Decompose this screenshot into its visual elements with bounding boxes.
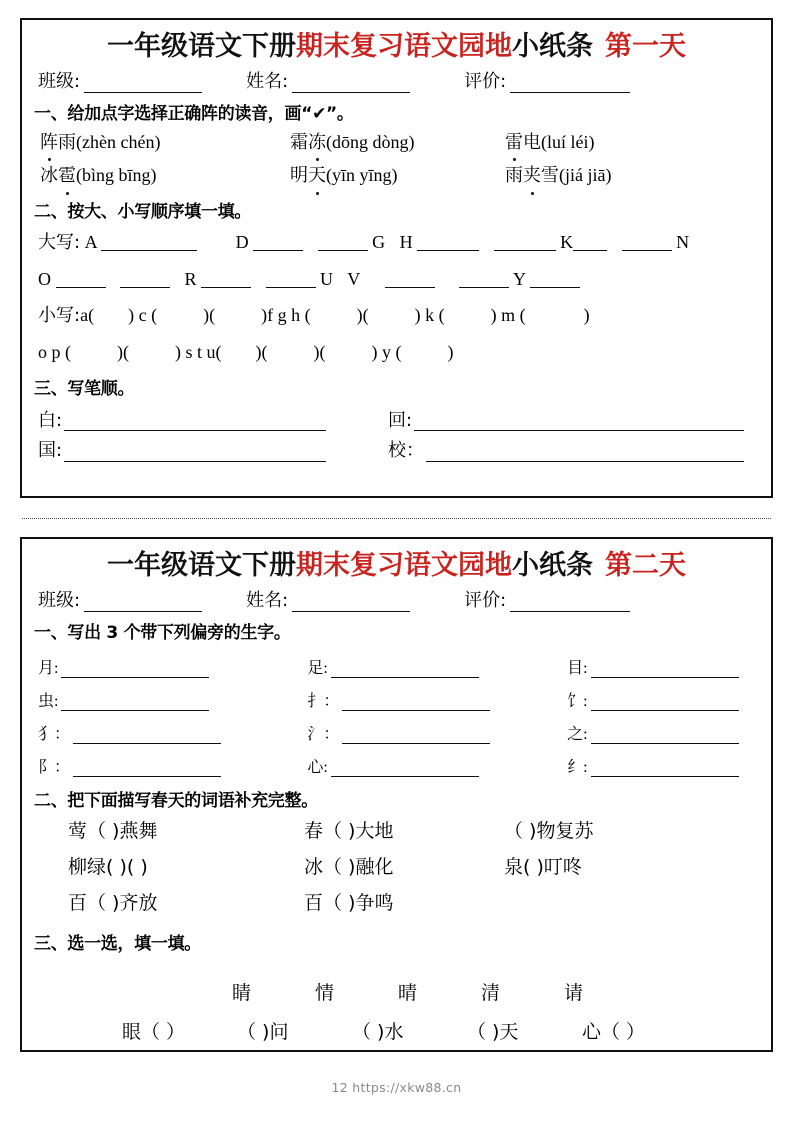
worksheet-title-day-two bbox=[32, 545, 761, 586]
stroke-order-row bbox=[38, 410, 761, 432]
class-input-line[interactable] bbox=[84, 77, 202, 93]
pinyin-item[interactable] bbox=[40, 159, 290, 192]
radical-item[interactable] bbox=[567, 754, 761, 777]
idiom-row bbox=[32, 849, 761, 885]
title-day-label: 第二天 bbox=[605, 550, 686, 581]
letter-s: s bbox=[185, 341, 193, 362]
radical-answer-line[interactable] bbox=[73, 728, 221, 744]
letter-k: k bbox=[425, 304, 435, 325]
blank-line[interactable] bbox=[201, 273, 251, 288]
radical-label: 目: bbox=[567, 659, 588, 677]
radical-label: 之: bbox=[567, 725, 588, 743]
fill-in-row bbox=[32, 1007, 761, 1044]
name-input-line[interactable] bbox=[292, 77, 410, 93]
pinyin-dot-char: 天 bbox=[308, 159, 326, 192]
pinyin-item[interactable] bbox=[505, 159, 735, 192]
name-input-line[interactable] bbox=[292, 596, 410, 612]
fill-item[interactable]: 心（ ） bbox=[582, 1021, 646, 1044]
stroke-order-row bbox=[38, 440, 761, 462]
radical-item[interactable] bbox=[38, 655, 307, 678]
blank-line[interactable] bbox=[56, 273, 106, 288]
letter-N: N bbox=[676, 231, 690, 252]
letter-m: m bbox=[501, 304, 516, 325]
radical-item[interactable] bbox=[38, 688, 307, 711]
radical-answer-line[interactable] bbox=[61, 695, 209, 711]
pinyin-item[interactable] bbox=[290, 126, 505, 159]
letter-o: o bbox=[38, 341, 47, 362]
name-label: 姓名: bbox=[246, 589, 289, 611]
stroke-answer-line[interactable] bbox=[426, 446, 744, 462]
bank-char[interactable]: 清 bbox=[481, 982, 501, 1005]
idiom-item[interactable]: 柳绿( )( ) bbox=[68, 856, 148, 879]
radical-label: 犭： bbox=[38, 725, 71, 743]
letter-A: A bbox=[84, 231, 97, 252]
blank-line[interactable] bbox=[530, 273, 580, 288]
letter-O: O bbox=[38, 268, 51, 289]
title-part-note: 小纸条 bbox=[512, 550, 593, 581]
class-label: 班级: bbox=[38, 589, 81, 611]
class-field[interactable] bbox=[38, 70, 202, 93]
stroke-char-label: 白: bbox=[38, 409, 63, 431]
title-day-label: 第一天 bbox=[605, 31, 686, 62]
idiom-row bbox=[32, 813, 761, 849]
lowercase-line-2[interactable]: o p ( )( ) s t u( )( )( ) y ( ) bbox=[38, 341, 454, 362]
radical-answer-line[interactable] bbox=[331, 761, 479, 777]
idiom-item[interactable]: 百（ )争鸣 bbox=[304, 892, 394, 915]
uppercase-label: 大写: bbox=[38, 231, 81, 253]
idiom-item[interactable]: 泉( )叮咚 bbox=[504, 856, 582, 879]
pinyin-choices[interactable]: (dōng dòng) bbox=[326, 131, 415, 152]
blank-line[interactable] bbox=[120, 273, 170, 288]
blank-line[interactable] bbox=[622, 236, 672, 251]
lowercase-label: 小写: bbox=[38, 304, 81, 326]
pinyin-choices[interactable]: (zhèn chén) bbox=[76, 131, 161, 152]
uppercase-line-1[interactable] bbox=[32, 224, 761, 261]
uppercase-line-2[interactable] bbox=[32, 261, 761, 297]
radical-label: 扌： bbox=[307, 692, 340, 710]
letter-D: D bbox=[235, 231, 249, 252]
evaluation-input-line[interactable] bbox=[510, 77, 630, 93]
pinyin-item[interactable] bbox=[290, 159, 505, 192]
name-label: 姓名: bbox=[246, 70, 289, 92]
idiom-item[interactable]: （ )物复苏 bbox=[504, 819, 594, 842]
title-part-review: 期末复习语文园地 bbox=[296, 31, 512, 62]
radical-label: 氵： bbox=[307, 725, 340, 743]
pinyin-choices[interactable]: (luí léi) bbox=[541, 131, 595, 152]
letter-V: V bbox=[347, 268, 361, 289]
radical-item[interactable] bbox=[307, 754, 567, 777]
radical-row bbox=[32, 721, 761, 744]
pinyin-choices[interactable]: (bìng bīng) bbox=[76, 165, 157, 186]
blank-line[interactable] bbox=[318, 236, 368, 251]
worksheet-card-day-one bbox=[20, 18, 773, 498]
stroke-order-item[interactable] bbox=[388, 410, 744, 432]
worksheet-title-day-one bbox=[32, 26, 761, 67]
letter-t: t bbox=[197, 341, 203, 362]
pinyin-word-pre: 霜 bbox=[290, 131, 308, 153]
fill-item[interactable]: （ )水 bbox=[352, 1021, 404, 1044]
idiom-item[interactable] bbox=[504, 885, 734, 921]
radical-item[interactable] bbox=[307, 721, 567, 744]
radical-label: 虫: bbox=[38, 692, 59, 710]
radical-label: 月: bbox=[38, 659, 59, 677]
pinyin-word-post: 雪 bbox=[541, 165, 559, 187]
pinyin-item[interactable] bbox=[505, 126, 735, 159]
pinyin-dot-char: 雹 bbox=[58, 159, 76, 192]
radical-row bbox=[32, 655, 761, 678]
letter-Y: Y bbox=[513, 268, 526, 289]
radical-item[interactable] bbox=[307, 655, 567, 678]
name-field[interactable] bbox=[246, 70, 410, 93]
blank-line[interactable] bbox=[385, 273, 435, 288]
pinyin-word-post: 电 bbox=[523, 131, 541, 153]
letter-p: p bbox=[51, 341, 61, 362]
character-bank bbox=[32, 956, 761, 1007]
radical-label: 饣: bbox=[567, 692, 588, 710]
evaluation-label: 评价: bbox=[464, 589, 507, 611]
pinyin-word-post: 雨 bbox=[58, 131, 76, 153]
class-input-line[interactable] bbox=[84, 596, 202, 612]
student-info-row-day-one bbox=[32, 67, 761, 95]
radical-label: 足: bbox=[307, 659, 328, 677]
radical-answer-line[interactable] bbox=[591, 761, 739, 777]
radical-label: 阝： bbox=[38, 758, 71, 776]
radical-label: 纟: bbox=[567, 758, 588, 776]
class-field[interactable] bbox=[38, 589, 202, 612]
stroke-answer-line[interactable] bbox=[64, 415, 326, 431]
radical-row bbox=[32, 688, 761, 711]
letter-y: y bbox=[382, 341, 392, 362]
pinyin-dot-char: 夹 bbox=[523, 159, 541, 192]
letter-G: G bbox=[372, 231, 386, 252]
section-heading-3-day-two: 三、选一选，填一填。 bbox=[34, 934, 201, 955]
letter-f: f bbox=[267, 304, 274, 325]
page-watermark: 12 https://xkw88.cn bbox=[331, 1080, 462, 1095]
class-label: 班级: bbox=[38, 70, 81, 92]
pinyin-dot-char: 冻 bbox=[308, 126, 326, 159]
pinyin-word-pre: 雨 bbox=[505, 165, 523, 187]
section-heading-1-day-two: 一、写出 3 个带下列偏旁的生字。 bbox=[34, 622, 291, 643]
title-part-grade: 一年级语文下册 bbox=[107, 31, 296, 62]
radical-answer-line[interactable] bbox=[342, 695, 490, 711]
letter-c: c bbox=[138, 304, 147, 325]
blank-line[interactable] bbox=[101, 236, 197, 251]
section-heading-1-day-one: 一、给加点字选择正确阵的读音，画“✔”。 bbox=[34, 103, 354, 124]
title-part-grade: 一年级语文下册 bbox=[107, 550, 296, 581]
pinyin-row-1 bbox=[32, 126, 761, 159]
radical-row bbox=[32, 754, 761, 777]
pinyin-choices[interactable]: (yīn yīng) bbox=[326, 165, 398, 186]
section-heading-3-day-one: 三、写笔顺。 bbox=[34, 378, 135, 399]
radical-answer-line[interactable] bbox=[73, 761, 221, 777]
evaluation-label: 评价: bbox=[464, 70, 507, 92]
letter-H: H bbox=[399, 231, 413, 252]
pinyin-row-2 bbox=[32, 159, 761, 192]
stroke-char-label: 国: bbox=[38, 440, 63, 462]
radical-item[interactable] bbox=[567, 688, 761, 711]
blank-line[interactable] bbox=[573, 236, 607, 251]
title-part-note: 小纸条 bbox=[512, 31, 593, 62]
idiom-item[interactable]: 莺（ )燕舞 bbox=[68, 819, 158, 842]
name-field[interactable] bbox=[246, 589, 410, 612]
pinyin-dot-char: 雷 bbox=[505, 126, 523, 159]
bank-char[interactable]: 情 bbox=[315, 982, 335, 1005]
radical-answer-line[interactable] bbox=[331, 662, 479, 678]
letter-h: h bbox=[291, 304, 301, 325]
fill-item[interactable]: 眼（ ） bbox=[122, 1021, 186, 1044]
fill-item[interactable]: （ )天 bbox=[467, 1021, 519, 1044]
bank-char[interactable]: 睛 bbox=[232, 982, 252, 1005]
blank-line[interactable] bbox=[253, 236, 303, 251]
section-heading-2-day-one: 二、按大、小写顺序填一填。 bbox=[34, 201, 252, 222]
radical-answer-line[interactable] bbox=[591, 695, 739, 711]
radical-item[interactable] bbox=[307, 688, 567, 711]
evaluation-field[interactable] bbox=[464, 589, 630, 612]
blank-line[interactable] bbox=[266, 273, 316, 288]
title-part-review: 期末复习语文园地 bbox=[296, 550, 512, 581]
blank-line[interactable] bbox=[494, 236, 556, 251]
blank-line[interactable] bbox=[417, 236, 479, 251]
stroke-order-item[interactable] bbox=[38, 410, 388, 432]
stroke-answer-line[interactable] bbox=[64, 446, 326, 462]
sheet-divider bbox=[22, 518, 771, 519]
letter-g: g bbox=[277, 304, 287, 325]
letter-K: K bbox=[560, 231, 574, 252]
letter-u: u bbox=[206, 341, 216, 362]
pinyin-word-pre: 明 bbox=[290, 165, 308, 187]
section-heading-2-day-two: 二、把下面描写春天的词语补充完整。 bbox=[34, 790, 318, 811]
letter-R: R bbox=[184, 268, 197, 289]
bank-char[interactable]: 晴 bbox=[398, 982, 418, 1005]
stroke-answer-line[interactable] bbox=[414, 415, 744, 431]
radical-item[interactable] bbox=[567, 721, 761, 744]
stroke-char-label: 回: bbox=[388, 409, 413, 431]
pinyin-word-pre: 冰 bbox=[40, 165, 58, 187]
radical-item[interactable] bbox=[567, 655, 761, 678]
bank-char[interactable]: 请 bbox=[564, 982, 584, 1005]
pinyin-dot-char: 阵 bbox=[40, 126, 58, 159]
pinyin-item[interactable] bbox=[40, 126, 290, 159]
evaluation-field[interactable] bbox=[464, 70, 630, 93]
radical-item[interactable] bbox=[38, 754, 307, 777]
fill-item[interactable]: （ )问 bbox=[237, 1021, 289, 1044]
pinyin-choices[interactable]: (jiá jiā) bbox=[559, 165, 612, 186]
idiom-item[interactable]: 冰（ )融化 bbox=[304, 856, 394, 879]
worksheet-card-day-two bbox=[20, 537, 773, 1052]
radical-answer-line[interactable] bbox=[61, 662, 209, 678]
radical-item[interactable] bbox=[38, 721, 307, 744]
lowercase-line-1[interactable]: 小写:a( ) c ( )( )f g h ( )( ) k ( ) m ( ) bbox=[38, 304, 590, 326]
radical-label: 心: bbox=[307, 758, 328, 776]
blank-line[interactable] bbox=[459, 273, 509, 288]
evaluation-input-line[interactable] bbox=[510, 596, 630, 612]
radical-answer-line[interactable] bbox=[342, 728, 490, 744]
idiom-row bbox=[32, 885, 761, 921]
radical-answer-line[interactable] bbox=[591, 728, 739, 744]
idiom-item[interactable]: 百（ )齐放 bbox=[68, 892, 158, 915]
stroke-order-item[interactable] bbox=[38, 440, 388, 462]
idiom-item[interactable]: 春（ )大地 bbox=[304, 819, 394, 842]
student-info-row-day-two bbox=[32, 586, 761, 614]
letter-U: U bbox=[320, 268, 334, 289]
letter-a: a bbox=[80, 304, 89, 325]
stroke-order-grid bbox=[32, 410, 761, 462]
radical-answer-line[interactable] bbox=[591, 662, 739, 678]
stroke-order-item[interactable] bbox=[388, 440, 744, 462]
stroke-char-label: 校： bbox=[388, 440, 424, 462]
